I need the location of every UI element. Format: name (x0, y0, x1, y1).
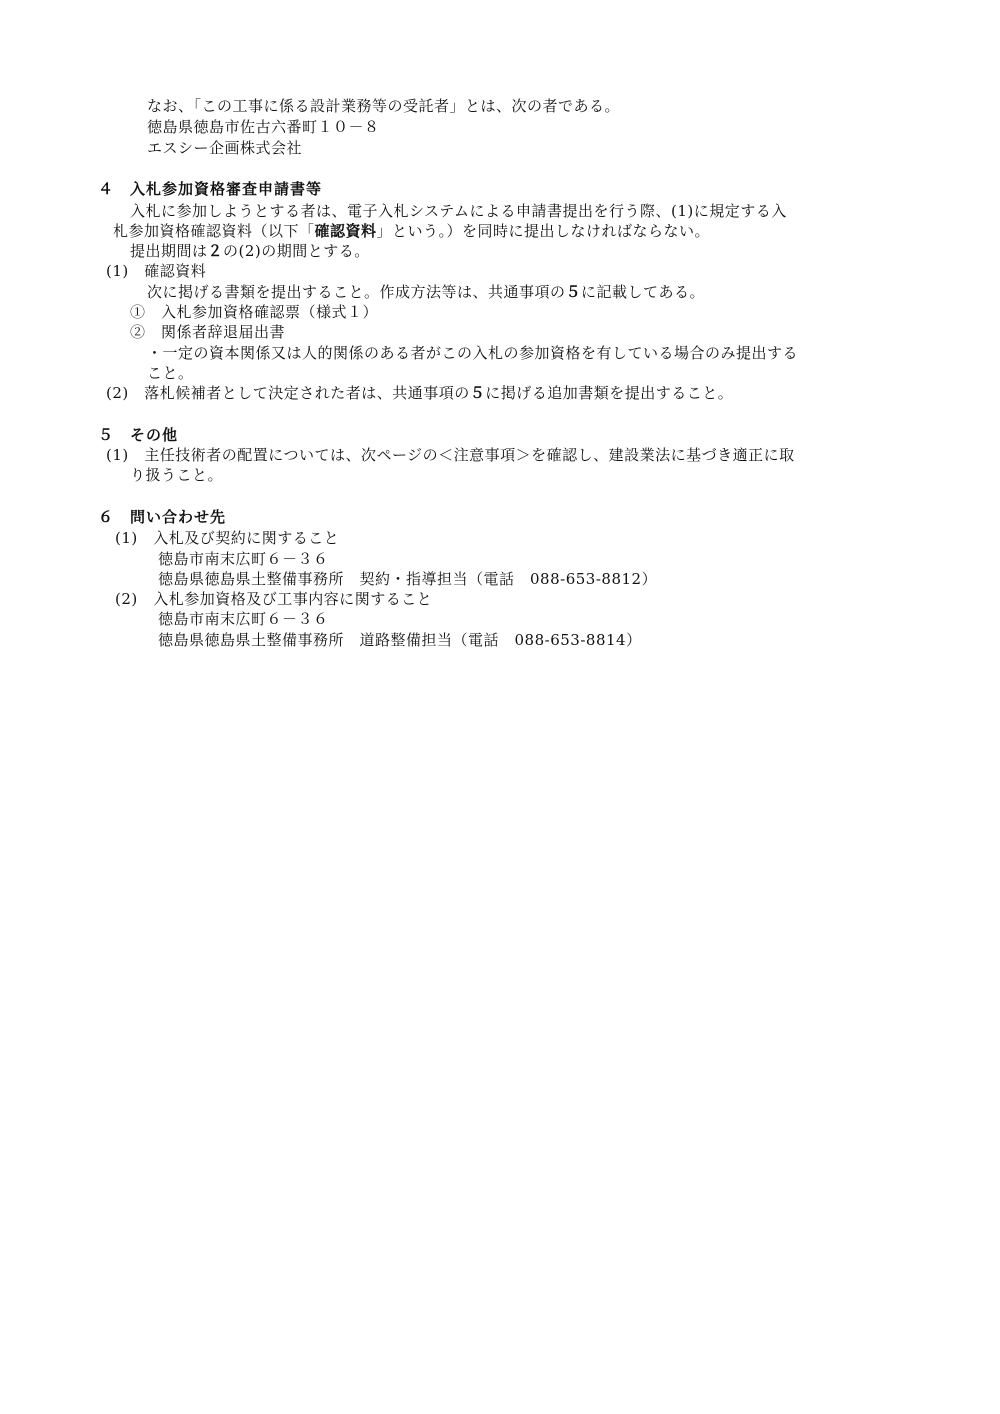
section-5-item1-line1: (1) 主任技術者の配置については、次ページの＜注意事項＞を確認し、建設業法に基づき適正に取 (106, 446, 795, 464)
section-6-contact2-label: (2) 入札参加資格及び工事内容に関すること (115, 590, 433, 608)
section-6-contact2-address: 徳島市南末広町６－３６ (158, 610, 329, 628)
para2-ref: ２ (207, 242, 224, 260)
intro-address: 徳島県徳島市佐古六番町１０－８ (147, 118, 380, 136)
para2-pre: 提出期間は (130, 242, 208, 260)
section-6-contact2-office: 徳島県徳島県土整備事務所 道路整備担当（電話 088-653-8814） (158, 631, 642, 649)
section-4-note-line1: ・一定の資本関係又は人的関係のある者がこの入札の参加資格を有している場合のみ提出する (147, 344, 799, 362)
confirm-docs-term: 確認資料 (314, 222, 377, 240)
section-5-heading: ５ その他 (98, 426, 179, 444)
para1-line2-pre: 札参加資格確認資料（以下「 (113, 222, 315, 240)
section-4-heading: ４ 入札参加資格審査申請書等 (98, 180, 323, 198)
intro-line: なお、「この工事に係る設計業務等の受託者」とは、次の者である。 (147, 97, 621, 115)
section-4-note-line2: こと。 (147, 364, 194, 382)
item2-pre: (2) 落札候補者として決定された者は、共通事項の (106, 384, 470, 402)
section-6-contact1-office: 徳島県徳島県土整備事務所 契約・指導担当（電話 088-653-8812） (158, 570, 658, 588)
section-4-para1-line2 (113, 221, 710, 241)
item1-desc-post: に記載してある。 (581, 283, 706, 301)
section-6-contact1-address: 徳島市南末広町６－３６ (158, 550, 329, 568)
para2-post: の(2)の期間とする。 (223, 242, 370, 260)
section-6-heading: ６ 問い合わせ先 (98, 508, 227, 526)
section-4-item2 (106, 383, 733, 403)
section-4-item1-label: (1) 確認資料 (106, 262, 207, 280)
section-4-para1-line1: 入札に参加しようとする者は、電子入札システムによる申請書提出を行う際、(1)に規定する入 (130, 202, 787, 220)
section-4-item1-desc (147, 282, 705, 302)
item1-desc-pre: 次に掲げる書類を提出すること。作成方法等は、共通事項の (147, 283, 566, 301)
section-5-item1-line2: り扱うこと。 (130, 466, 224, 484)
item1-desc-ref: ５ (565, 283, 582, 301)
intro-company: エスシー企画株式会社 (147, 139, 303, 157)
section-4-sub2: ② 関係者辞退届出書 (130, 323, 286, 341)
section-4-sub1: ① 入札参加資格確認票（様式１） (130, 303, 379, 321)
item2-post: に掲げる追加書類を提出すること。 (485, 384, 734, 402)
section-4-para2 (130, 241, 370, 261)
para1-line2-post: 」という。）を同時に提出しなければならない。 (376, 222, 711, 240)
section-6-contact1-label: (1) 入札及び契約に関すること (115, 529, 340, 547)
item2-ref: ５ (469, 384, 486, 402)
